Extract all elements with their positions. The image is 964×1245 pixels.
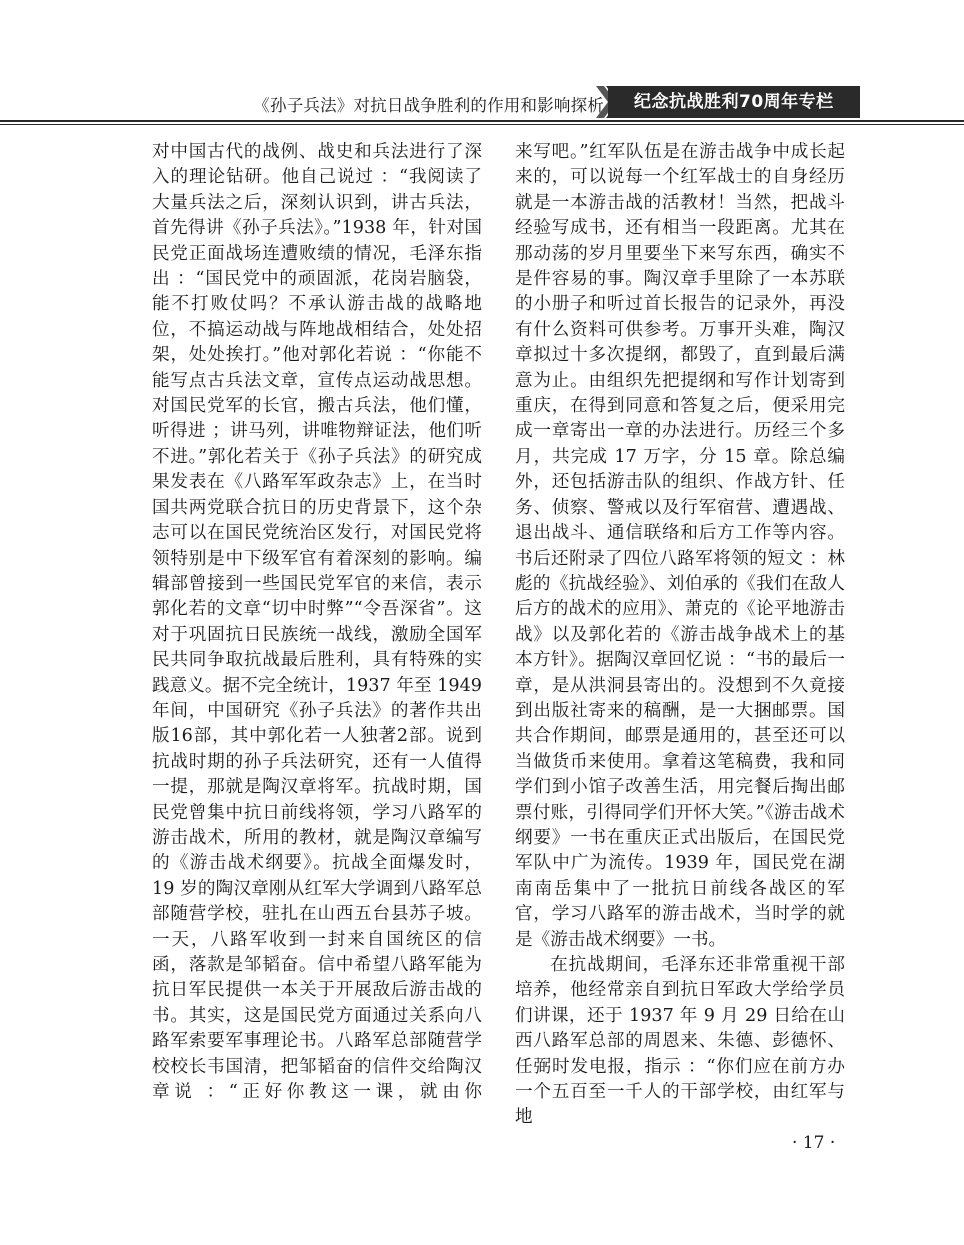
article-title: 《孙子兵法》对抗日战争胜利的作用和影响探析	[253, 96, 604, 115]
body-paragraph: 来写吧。”红军队伍是在游击战争中成长起来的，可以说每一个红军战士的自身经历就是一本游击战的活教材！当然，把战斗经验写成书，还有相当一段距离。尤其在那动荡的岁月里要坐下来写东西，确实不是件容易的事。陶汉章手里除了一本苏联的小册子和听过首长报告的记录外，再没有什么资料可供参考。万事开头难，陶汉章拟过十多次提纲，都毁了，直到最后满意为止。由组织先把提纲和写作计划寄到重庆，在得到同意和答复之后，便采用完成一章寄出一章的办法进行。历经三个多月，共完成 17 万字，分 15 章。除总编外，还包括游击队的组织、作战方针、任务、侦察、警戒以及行军宿营、遭遇战、退出战斗、通信联络和后方工作等内容。书后还附录了四位八路军将领的短文 ：林彪的《抗战经验》、刘伯承的《我们在敌人后方的战术的应用》、萧克的《论平地游击战》以及郭化若的《游击战争战术上的基本方针》。据陶汉章回忆说 ：“书的最后一章，是从洪洞县寄出的。没想到不久竟接到出版社寄来的稿酬，是一大捆邮票。国共合作期间，邮票是通用的，甚至还可以当做货币来使用。拿着这笔稿费，我和同学们到小馆子改善生活，用完餐后掏出邮票付账，引得同学们开怀大笑。”《游击战术纲要》一书在重庆正式出版后，在国民党军队中广为流传。1939 年，国民党在湖南南岳集中了一批抗日前线各战区的军官，学习八路军的游击战术，当时学的就是《游击战术纲要》一书。	[515, 142, 845, 950]
left-column	[152, 140, 482, 1105]
right-column	[515, 140, 845, 1131]
header-rule	[0, 120, 964, 122]
body-paragraph: 在抗战期间，毛泽东还非常重视干部培养，他经常亲自到抗日军政大学给学员们讲课，还于 1937 年 9 月 29 日给在山西八路军总部的周恩来、朱德、彭德怀、任弼时发电报，指示 ：“你们应在前方办一个五百至一千人的干部学校，由红军与地	[515, 955, 845, 1128]
page-number: · 17 ·	[792, 1133, 836, 1153]
body-paragraph: 对中国古代的战例、战史和兵法进行了深入的理论钻研。他自己说过 ：“我阅读了大量兵法之后，深刻认识到，讲古兵法，首先得讲《孙子兵法》。”1938 年，针对国民党正面战场连遭败绩的情况，毛泽东指出 ：“国民党中的顽固派，花岗岩脑袋，能不打败仗吗？不承认游击战的战略地位，不搞运动战与阵地战相结合，处处招架，处处挨打。”他对郭化若说 ：“你能不能写点古兵法文章，宣传点运动战思想。对国民党军的长官，搬古兵法，他们懂，听得进 ；讲马列，讲唯物辩证法，他们听不进。”郭化若关于《孙子兵法》的研究成果发表在《八路军军政杂志》上，在当时国共两党联合抗日的历史背景下，这个杂志可以在国民党统治区发行，对国民党将领特别是中下级军官有着深刻的影响。编辑部曾接到一些国民党军官的来信，表示郭化若的文章“切中时弊”“令吾深省”。这对于巩固抗日民族统一战线，激励全国军民共同争取抗战最后胜利，具有特殊的实践意义。据不完全统计，1937 年至 1949 年间，中国研究《孙子兵法》的著作共出版16部，其中郭化若一人独著2部。说到抗战时期的孙子兵法研究，还有一人值得一提，那就是陶汉章将军。抗战时期，国民党曾集中抗日前线将领，学习八路军的游击战术，所用的教材，就是陶汉章编写的《游击战术纲要》。抗战全面爆发时，19 岁的陶汉章刚从红军大学调到八路军总部随营学校，驻扎在山西五台县苏子坡。一天，八路军收到一封来自国统区的信函，落款是邹韬奋。信中希望八路军能为抗日军民提供一本关于开展敌后游击战的书。其实，这是国民党方面通过关系向八路军索要军事理论书。八路军总部随营学校校长韦国清，把邹韬奋的信件交给陶汉章说 ：“正好你教这一课，就由你	[152, 142, 482, 1103]
running-header	[0, 86, 964, 126]
column-banner: 纪念抗战胜利70周年专栏	[608, 86, 860, 118]
header-rule-thin	[0, 124, 964, 125]
